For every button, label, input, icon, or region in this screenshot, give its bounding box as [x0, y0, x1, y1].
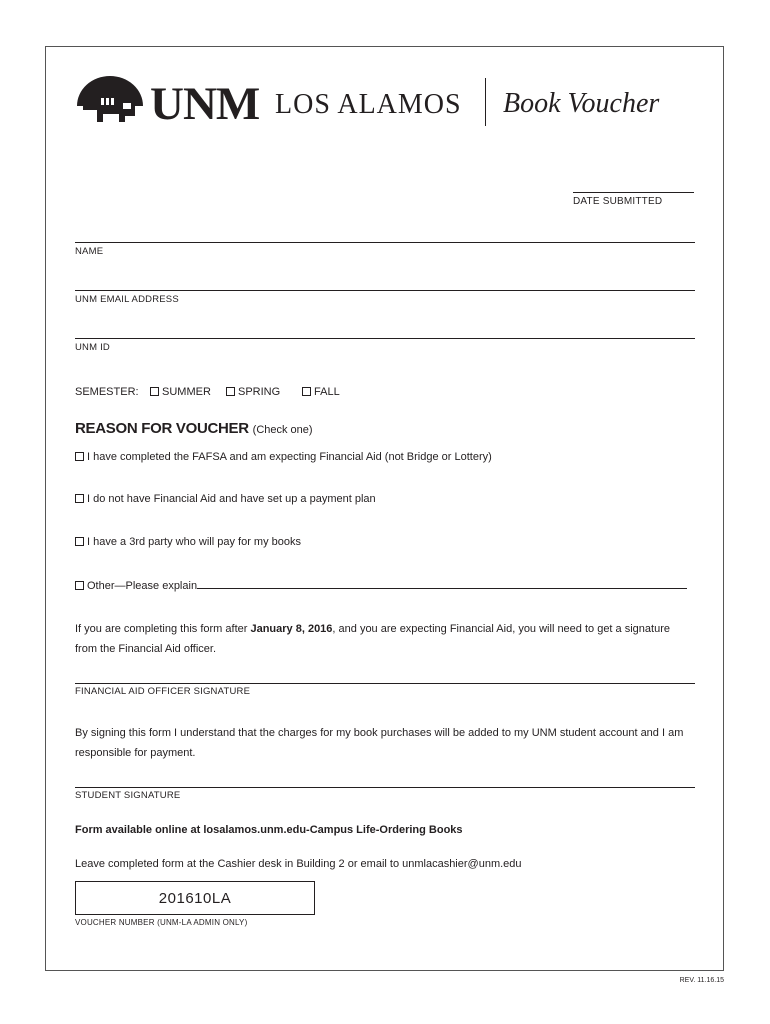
semester-label: SEMESTER:	[75, 386, 139, 398]
email-field[interactable]	[75, 290, 695, 291]
reason-option-label: I have completed the FAFSA and am expecting Financial Aid (not Bridge or Lottery)	[87, 451, 492, 463]
reason-option-other[interactable]	[75, 578, 687, 592]
unm-logo-icon	[75, 76, 145, 122]
notice-date: January 8, 2016	[250, 623, 333, 635]
notice-text: , and you are expecting Financial Aid, you will need to get a signature from the Financial Aid officer.	[75, 623, 670, 655]
logo-campus-text: LOS ALAMOS	[275, 89, 462, 120]
checkbox[interactable]	[150, 387, 159, 396]
date-submitted-label: DATE SUBMITTED	[573, 196, 663, 207]
semester-option-summer[interactable]	[150, 386, 211, 398]
form-title: Book Voucher	[503, 88, 660, 119]
reason-option-payment-plan[interactable]	[75, 493, 376, 505]
checkbox[interactable]	[75, 494, 84, 503]
voucher-number-label: VOUCHER NUMBER (UNM-LA ADMIN ONLY)	[75, 918, 248, 927]
other-explain-field[interactable]	[197, 578, 687, 589]
reason-option-label: Other—Please explain	[87, 580, 198, 592]
date-submitted-field[interactable]	[573, 192, 694, 193]
semester-option-label: SPRING	[238, 386, 281, 398]
reason-subtitle: (Check one)	[252, 424, 313, 436]
online-availability: Form available online at losalamos.unm.edu-Campus Life-Ordering Books	[75, 824, 463, 836]
student-signature-label: STUDENT SIGNATURE	[75, 790, 181, 801]
financial-aid-signature-field[interactable]	[75, 683, 695, 684]
checkbox[interactable]	[302, 387, 311, 396]
semester-option-label: FALL	[314, 386, 340, 398]
submission-instructions: Leave completed form at the Cashier desk in Building 2 or email to unmlacashier@unm.edu	[75, 858, 522, 870]
email-label: UNM EMAIL ADDRESS	[75, 294, 179, 305]
revision-label: REV. 11.16.15	[679, 977, 724, 984]
reason-option-label: I do not have Financial Aid and have set up a payment plan	[87, 493, 376, 505]
student-signature-field[interactable]	[75, 787, 695, 788]
reason-heading	[75, 420, 313, 437]
name-field[interactable]	[75, 242, 695, 243]
reason-option-fafsa[interactable]	[75, 451, 492, 463]
unm-id-field[interactable]	[75, 338, 695, 339]
semester-option-spring[interactable]	[226, 386, 280, 398]
notice-text: If you are completing this form after	[75, 623, 251, 635]
unm-id-label: UNM ID	[75, 342, 110, 353]
semester-option-fall[interactable]	[302, 386, 340, 398]
checkbox[interactable]	[75, 537, 84, 546]
reason-option-label: I have a 3rd party who will pay for my books	[87, 536, 301, 548]
header-divider	[485, 78, 486, 126]
checkbox[interactable]	[75, 452, 84, 461]
voucher-number-box: 201610LA	[75, 881, 315, 915]
semester-option-label: SUMMER	[162, 386, 211, 398]
logo-unm-text: UNM	[150, 78, 260, 130]
checkbox[interactable]	[226, 387, 235, 396]
financial-aid-signature-label: FINANCIAL AID OFFICER SIGNATURE	[75, 686, 251, 697]
checkbox[interactable]	[75, 581, 84, 590]
financial-aid-notice	[75, 619, 695, 659]
name-label: NAME	[75, 246, 104, 257]
student-agreement: By signing this form I understand that the charges for my book purchases will be added to my UNM student account and I am responsible for payment.	[75, 727, 684, 759]
reason-option-third-party[interactable]	[75, 536, 301, 548]
reason-title: REASON FOR VOUCHER	[75, 420, 249, 437]
